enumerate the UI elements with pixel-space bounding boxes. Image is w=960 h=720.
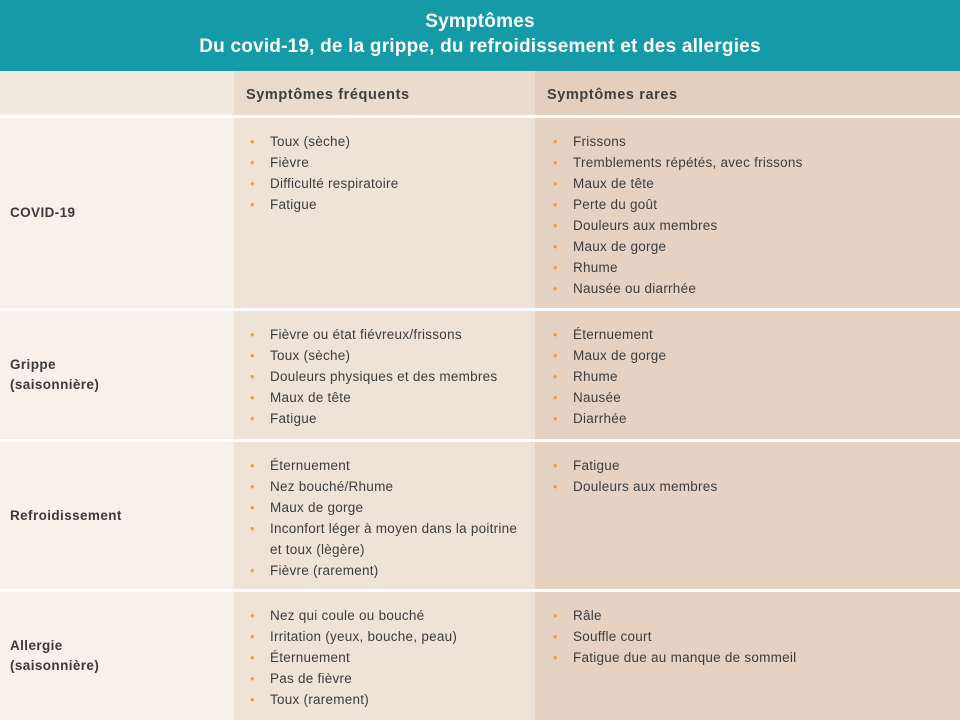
list-item-label: Douleurs aux membres (573, 218, 718, 233)
list-item-label: Maux de tête (270, 390, 352, 405)
list-item (246, 647, 527, 668)
list-item (246, 497, 527, 518)
bullet-icon: • (250, 650, 255, 665)
list-item (549, 476, 952, 497)
row-frequent-refroidissement (234, 442, 535, 589)
list-item-label: Maux de tête (573, 176, 655, 191)
table-row (0, 442, 960, 589)
row-label-grippe (0, 311, 234, 439)
list-item (549, 408, 952, 429)
list-item (246, 324, 527, 345)
list-item-label: Maux de gorge (573, 239, 667, 254)
bullet-icon: • (250, 671, 255, 686)
bullet-icon: • (553, 281, 558, 296)
header-label-rare: Symptômes rares (547, 87, 678, 103)
list-item (549, 455, 952, 476)
list-item-label: Fatigue due au manque de sommeil (573, 650, 797, 665)
list-item-label: Nez bouché/Rhume (270, 479, 394, 494)
symptom-list-rare (535, 442, 960, 507)
row-rare-grippe (535, 311, 960, 439)
bullet-icon: • (553, 327, 558, 342)
list-item-label: Pas de fièvre (270, 671, 353, 686)
row-label-refroidissement (0, 442, 234, 589)
list-item-label: Souffle court (573, 629, 652, 644)
list-item (549, 215, 952, 236)
list-item-label: Toux (rarement) (270, 692, 370, 707)
bullet-icon: • (250, 608, 255, 623)
bullet-icon: • (553, 650, 558, 665)
list-item (549, 345, 952, 366)
list-item-label: Difficulté respiratoire (270, 176, 399, 191)
list-item-label: Fièvre (270, 155, 310, 170)
list-item-label: Fièvre (rarement) (270, 563, 379, 578)
list-item-label: Éternuement (270, 458, 351, 473)
row-label-grippe-main: Grippe (10, 357, 56, 372)
list-item-label: Éternuement (270, 650, 351, 665)
list-item-label: Râle (573, 608, 602, 623)
bullet-icon: • (553, 369, 558, 384)
list-item-label: Toux (sèche) (270, 348, 351, 363)
bullet-icon: • (250, 500, 255, 515)
list-item (246, 366, 527, 387)
bullet-icon: • (553, 260, 558, 275)
table-row (0, 118, 960, 308)
symptom-list-frequent (234, 311, 535, 439)
list-item (246, 387, 527, 408)
bullet-icon: • (553, 608, 558, 623)
bullet-icon: • (553, 629, 558, 644)
bullet-icon: • (250, 369, 255, 384)
list-item (246, 152, 527, 173)
bullet-icon: • (553, 411, 558, 426)
bullet-icon: • (553, 458, 558, 473)
row-label-allergie (0, 592, 234, 720)
bullet-icon: • (250, 176, 255, 191)
header-cell-frequent (234, 71, 535, 115)
row-label-allergie-sub: (saisonnière) (10, 658, 100, 673)
list-item-label: Tremblements répétés, avec frissons (573, 155, 803, 170)
bullet-icon: • (250, 348, 255, 363)
row-rare-covid (535, 118, 960, 308)
list-item (549, 324, 952, 345)
list-item (549, 257, 952, 278)
header-label-frequent: Symptômes fréquents (246, 87, 410, 103)
list-item-label: Douleurs aux membres (573, 479, 718, 494)
row-frequent-allergie (234, 592, 535, 720)
symptom-list-frequent (234, 118, 535, 225)
symptoms-table (0, 71, 960, 720)
bullet-icon: • (250, 390, 255, 405)
list-item (549, 173, 952, 194)
list-item (549, 626, 952, 647)
symptom-list-frequent (234, 442, 535, 591)
row-label-covid-main: COVID-19 (10, 205, 76, 220)
list-item-label: Éternuement (573, 327, 654, 342)
bullet-icon: • (250, 411, 255, 426)
bullet-icon: • (553, 218, 558, 233)
list-item-label: Perte du goût (573, 197, 658, 212)
list-item (549, 366, 952, 387)
header-cell-rare (535, 71, 960, 115)
bullet-icon: • (553, 348, 558, 363)
list-item-label: Fatigue (573, 458, 620, 473)
bullet-icon: • (250, 629, 255, 644)
bullet-icon: • (553, 176, 558, 191)
list-item-label: Rhume (573, 260, 618, 275)
list-item-label: Inconfort léger à moyen dans la poitrine et toux (lègère) (270, 521, 518, 557)
list-item (246, 455, 527, 476)
list-item-label: Diarrhée (573, 411, 627, 426)
list-item-label: Frissons (573, 134, 627, 149)
row-rare-allergie (535, 592, 960, 720)
row-label-allergie-main: Allergie (10, 638, 63, 653)
bullet-icon: • (250, 563, 255, 578)
bullet-icon: • (553, 155, 558, 170)
list-item (246, 518, 527, 560)
bullet-icon: • (553, 134, 558, 149)
row-rare-refroidissement (535, 442, 960, 589)
bullet-icon: • (250, 134, 255, 149)
banner-title-sub: Du covid-19, de la grippe, du refroidissement et des allergies (199, 36, 761, 57)
list-item (246, 345, 527, 366)
list-item-label: Nausée (573, 390, 622, 405)
symptom-list-rare (535, 118, 960, 309)
bullet-icon: • (250, 521, 255, 536)
header-label-category (0, 71, 234, 87)
list-item-label: Nausée ou diarrhée (573, 281, 697, 296)
list-item (549, 278, 952, 299)
list-item (549, 605, 952, 626)
list-item-label: Fatigue (270, 411, 317, 426)
list-item-label: Irritation (yeux, bouche, peau) (270, 629, 458, 644)
bullet-icon: • (250, 692, 255, 707)
row-frequent-covid (234, 118, 535, 308)
bullet-icon: • (250, 327, 255, 342)
list-item-label: Rhume (573, 369, 618, 384)
row-frequent-grippe (234, 311, 535, 439)
list-item (246, 194, 527, 215)
bullet-icon: • (553, 197, 558, 212)
list-item-label: Toux (sèche) (270, 134, 351, 149)
row-label-refroidissement-main: Refroidissement (10, 507, 122, 523)
list-item (549, 131, 952, 152)
list-item (549, 647, 952, 668)
list-item-label: Fatigue (270, 197, 317, 212)
list-item-label: Maux de gorge (270, 500, 364, 515)
bullet-icon: • (250, 197, 255, 212)
table-header-row (0, 71, 960, 115)
list-item (549, 387, 952, 408)
symptom-list-rare (535, 592, 960, 678)
bullet-icon: • (250, 155, 255, 170)
bullet-icon: • (553, 479, 558, 494)
banner-title-main: Symptômes (425, 11, 535, 32)
list-item (246, 476, 527, 497)
row-label-grippe-sub: (saisonnière) (10, 377, 100, 392)
list-item (246, 668, 527, 689)
row-label-covid (0, 118, 234, 308)
bullet-icon: • (250, 479, 255, 494)
table-row (0, 592, 960, 720)
list-item (246, 626, 527, 647)
bullet-icon: • (553, 239, 558, 254)
list-item (246, 408, 527, 429)
list-item-label: Fièvre ou état fiévreux/frissons (270, 327, 462, 342)
list-item (246, 560, 527, 581)
list-item-label: Maux de gorge (573, 348, 667, 363)
list-item-label: Douleurs physiques et des membres (270, 369, 498, 384)
title-banner (0, 0, 960, 71)
bullet-icon: • (553, 390, 558, 405)
symptom-list-frequent (234, 592, 535, 720)
list-item (549, 236, 952, 257)
list-item (246, 173, 527, 194)
list-item (549, 194, 952, 215)
list-item (549, 152, 952, 173)
symptom-list-rare (535, 311, 960, 439)
list-item (246, 131, 527, 152)
list-item (246, 605, 527, 626)
list-item-label: Nez qui coule ou bouché (270, 608, 425, 623)
header-cell-category (0, 71, 234, 115)
list-item (246, 689, 527, 710)
bullet-icon: • (250, 458, 255, 473)
table-row (0, 311, 960, 439)
